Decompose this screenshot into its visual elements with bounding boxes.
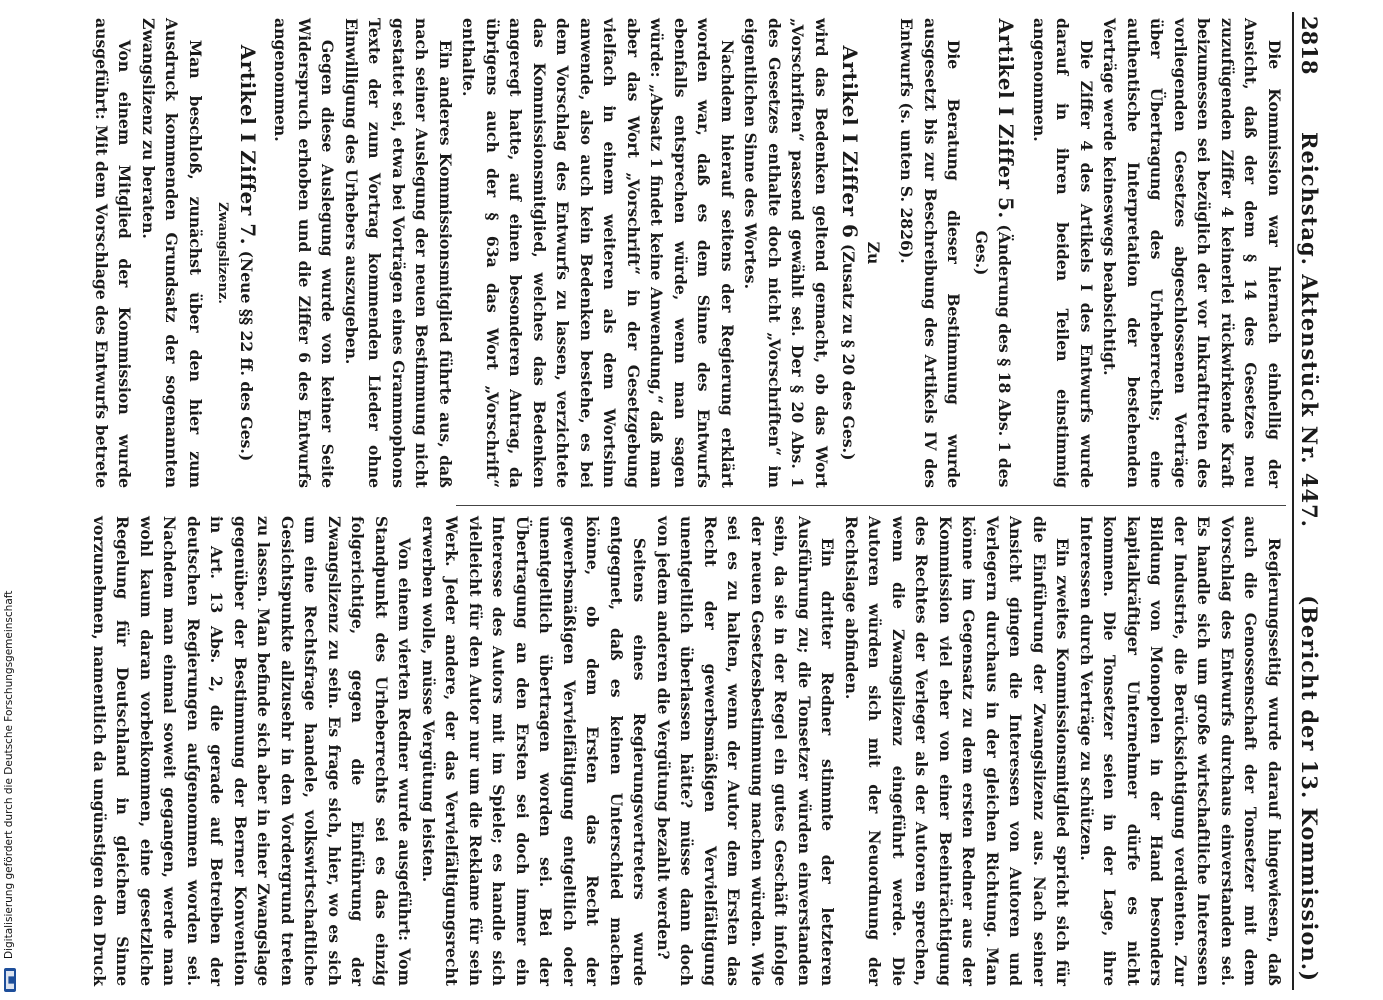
page-title: Reichstag. Aktenstück Nr. 447. bbox=[1297, 132, 1322, 528]
article-subheading: Zwangslizenz. bbox=[215, 202, 231, 304]
paragraph: Die Ziffer 4 des Artikels I des Entwurfs wurde darauf in ihren beiden Teilen einstimmig angenommen. bbox=[1030, 18, 1096, 488]
page-header bbox=[1292, 12, 1324, 990]
column-divider bbox=[456, 505, 1286, 506]
document-page bbox=[90, 0, 1330, 1000]
paragraph: wird das Bedenken geltend gemacht, ob das Wort „Vorschriften“ passend gewählt sei. Der § 20 Abs. 1 des Gesetzes enthalte doch nicht „Vorschriften“ im eigentlichen Sinne des Wortes. bbox=[741, 18, 831, 488]
article-title: Artikel I Ziffer 6 bbox=[838, 45, 863, 239]
paragraph: Von einem vierten Redner wurde ausgeführt: Vom Standpunkt des Urheberrechts sei es das einzig folgerichtige, gegen die Einführung der Zwangslizenz zu sein. Es frage sich, hier, wo es sich um eine Rechtsfrage handele, volkswirtschaftliche Gesichtspunkte allzusehr in den Vordergrund treten zu lassen. Man befinde sich aber in einer Zwangslage gegenüber der Bestimmung der Berner Konvention in Art. 13 Abs. 2, die gerade auf Betreiben der deutschen Regierungen aufgenommen worden sei. Nachdem man einmal soweit gegangen, werde man wohl kaum daran vorbeikommen, eine gesetzliche Regelung für Deutschland in gleichem Sinne vorzunehmen, namentlich da ungünstigen den Druck bbox=[90, 516, 415, 986]
paragraph: Gegen diese Auslegung wurde von keiner Seite Widerspruch erhoben und die Ziffer 6 des Entwurfs angenommen. bbox=[271, 18, 338, 488]
text-columns bbox=[90, 12, 1286, 990]
paragraph: Ein anderes Kommissionsmitglied führte aus, daß nach seiner Auslegung der neuen Bestimmung nicht gestattet sei, etwa bei Vorträgen eines Grammophons Texte der zum Vortrag kommenden Lieder ohne Einwilligung des Urhebers auszugeben. bbox=[342, 18, 455, 488]
left-column bbox=[90, 18, 1286, 488]
paragraph: Seitens eines Regierungsvertreters wurde entgegnet, daß es keinen Unterschied machen könne, ob dem Ersten das Recht der gewerbsmäßigen Vervielfältigung entgeltlich oder unentgeltlich übertragen worden sei. Bei der Übertragung an den Ersten sei doch immer ein Interesse des Autors mit im Spiele; es handle sich vielleicht für den Autor nur um die Reklame für sein Werk. Jeder andere, der das Vervielfältigungsrecht erwerben wolle, müsse Vergütung leisten. bbox=[419, 516, 650, 986]
paragraph: Von einem Mitglied der Kommission wurde ausgeführt: Mit dem Vorschlage des Entwurfs betrete bbox=[92, 18, 135, 488]
paragraph: Nachdem hierauf seitens der Regierung erklärt worden war, daß es dem Sinne des Entwurfs ebenfalls entsprechen würde, wenn man sagen würde: „Absatz 1 findet keine Anwendung,“ daß man aber das Wort „Vorschrift“ in der Gesetzgebung vielfach in einem weiteren als dem Wortsinn anwende, also auch kein Bedenken bestehe, es bei dem Vorschlag des Entwurfs zu lassen, verzichtete das Kommissionsmitglied, welches das Bedenken angeregt hatte, auf einen besonderen Antrag, da übrigens auch der § 63a das Wort „Vorschrift“ enthalte. bbox=[459, 18, 737, 488]
article-heading bbox=[970, 18, 1018, 488]
page-subtitle: (Bericht der 13. Kommission.) bbox=[1297, 595, 1322, 982]
digitization-credit bbox=[2, 0, 16, 1000]
dfg-logo-icon bbox=[4, 968, 16, 992]
page-viewport bbox=[90, 0, 1330, 1000]
paragraph: Man beschloß, zunächst über den hier zum Ausdruck kommenden Grundsatz der sogenannten Zwangslizenz zu beraten. bbox=[139, 18, 205, 488]
paragraph: Regierungsseitig wurde darauf hingewiesen, daß auch die Genossenschaft der Tonsetzer mit dem Vorschlag des Entwurfs durchaus einverstanden sei. Es handle sich um große wirtschaftliche Interessen der Industrie, die Berücksichtigung verdienten. Zur Bildung von Monopolen in der Hand besonders kapitalkräftiger Unternehmer dürfe es nicht kommen. Die Tonsetzer seien in der Lage, ihre Interessen durch Verträge zu schützen. bbox=[1077, 516, 1284, 986]
article-subtitle: (Zusatz zu § 20 des Ges.) bbox=[839, 243, 859, 461]
paragraph: Die Beratung dieser Bestimmung wurde ausgesetzt bis zur Beschreibung des Artikels IV des Entwurfs (s. unten S. 2826). bbox=[897, 18, 964, 488]
article-subtitle: (Neue §§ 22 ff. des Ges.) bbox=[237, 250, 256, 462]
article-heading bbox=[211, 18, 259, 488]
right-column bbox=[90, 516, 1286, 986]
heading-prefix: Zu bbox=[864, 241, 883, 265]
credit-text: Digitalisierung gefördert durch die Deutsche Forschungsgemeinschaft bbox=[3, 590, 15, 959]
article-title: Artikel I Ziffer 5. bbox=[994, 18, 1019, 219]
article-title: Artikel I Ziffer 7. bbox=[236, 44, 260, 246]
article-heading bbox=[837, 18, 885, 488]
paragraph: Ein zweites Kommissionsmitglied spricht sich für die Einführung der Zwangslizenz aus. Nach seiner Ansicht gingen die Interessen von Autoren und Verlegern durchaus in der gleichen Richtung. Man könne im Gegensatz zu dem ersten Redner aus der Kommission viel eher von einer Beeinträchtigung des Rechtes der Verleger als der Autoren sprechen, wenn die Zwangslizenz eingeführt werde. Die Autoren würden sich mit der Neuordnung der Rechtslage abfinden. bbox=[842, 516, 1073, 986]
article-subtitle: (Änderung des § 18 Abs. 1 des Ges.) bbox=[972, 224, 1015, 488]
paragraph: Die Kommission war hiernach einhellig der Ansicht, daß der dem § 14 des Gesetzes neu zuzufügenden Ziffer 4 keinerlei rückwirkende Kraft beizumessen sei bezüglich der vor Inkrafttreten des vorliegenden Gesetzes abgeschlossenen Verträge über Übertragung des Urheberrechts; eine authentische Interpretation der bestehenden Verträge werde keineswegs beabsichtigt. bbox=[1100, 18, 1284, 488]
page-number: 2818 bbox=[1297, 16, 1322, 75]
paragraph: Ein dritter Redner stimmte der letzteren Ausführung zu; die Tonsetzer würden einverstanden sein, da sie in der Regel ein gutes Geschäft infolge der neuen Gesetzesbestimmung machen würden. Wie sei es zu halten, wenn der Autor dem Ersten das Recht der gewerbsmäßigen Vervielfältigung unentgeltlich überlassen hätte? müsse dann doch von jedem anderen die Vergütung bezahlt werden? bbox=[654, 516, 838, 986]
